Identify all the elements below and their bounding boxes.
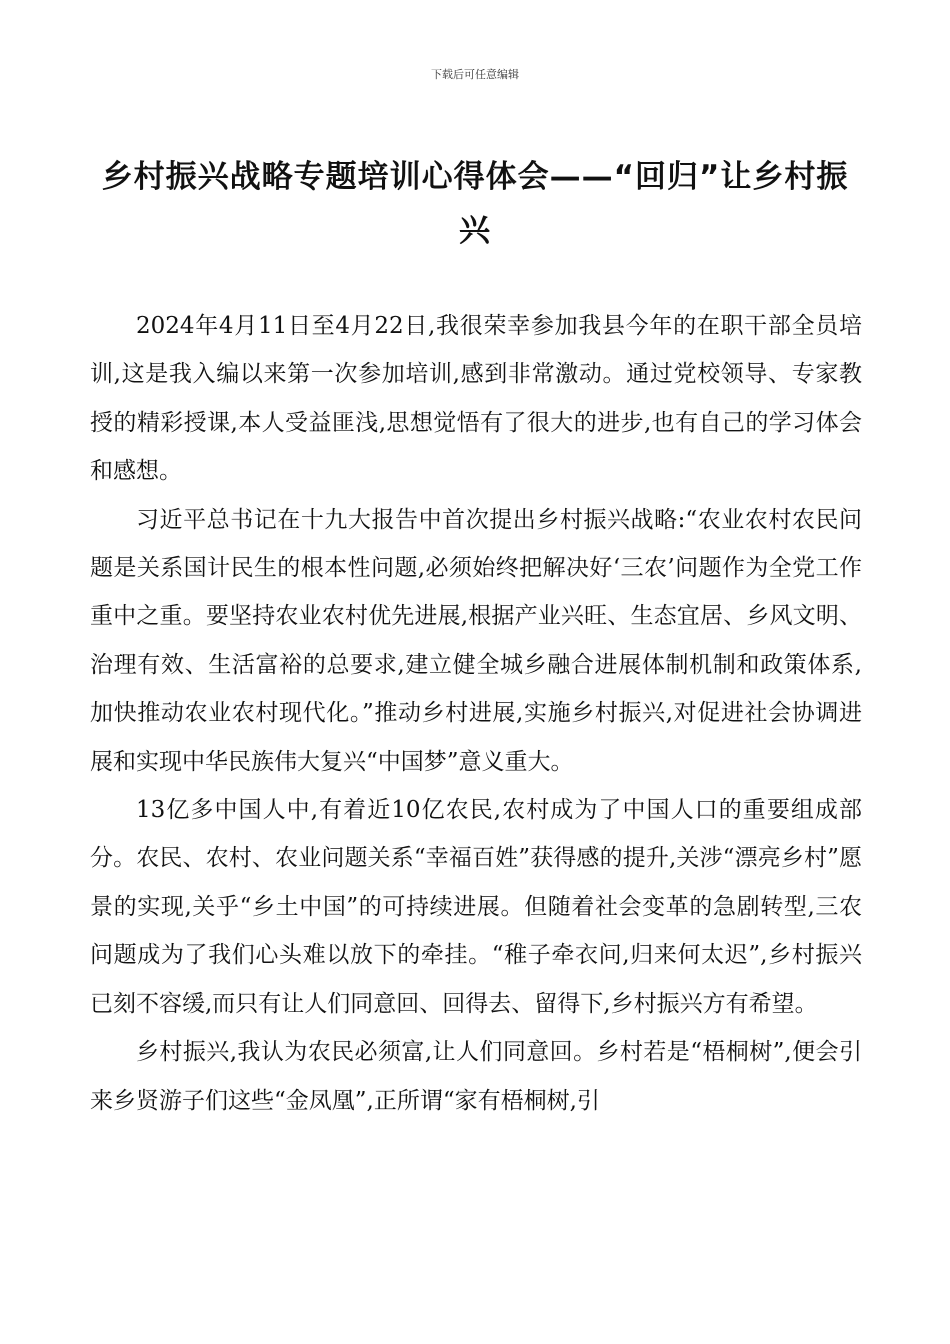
paragraph-4: 乡村振兴,我认为农民必须富,让人们同意回。乡村若是“梧桐树”,便会引来乡贤游子们这些“金凤凰”,正所谓“家有梧桐树,引 xyxy=(90,1039,862,1114)
paragraph-1: 2024年4月11日至4月22日,我很荣幸参加我县今年的在职干部全员培训,这是我入编以来第一次参加培训,感到非常激动。通过党校领导、专家教授的精彩授课,本人受益匪浅,思想觉悟有了很大的进步,也有自己的学习体会和感想。 xyxy=(90,313,862,485)
document-body xyxy=(90,302,862,1125)
document-title: 乡村振兴战略专题培训心得体会——“回归”让乡村振兴 xyxy=(101,159,849,249)
header-note: 下载后可任意编辑 xyxy=(431,68,519,81)
paragraph-2: 习近平总书记在十九大报告中首次提出乡村振兴战略:“农业农村农民问题是关系国计民生的根本性问题,必须始终把解决好‘三农’问题作为全党工作重中之重。要坚持农业农村优先进展,根据产业兴旺、生态宜居、乡风文明、治理有效、生活富裕的总要求,建立健全城乡融合进展体制机制和政策体系,加快推动农业农村现代化。”推动乡村进展,实施乡村振兴,对促进社会协调进展和实现中华民族伟大复兴“中国梦”意义重大。 xyxy=(90,506,862,775)
paragraph-3: 13亿多中国人中,有着近10亿农民,农村成为了中国人口的重要组成部分。农民、农村、农业问题关系“幸福百姓”获得感的提升,关涉“漂亮乡村”愿景的实现,关乎“乡土中国”的可持续进展。但随着社会变革的急剧转型,三农问题成为了我们心头难以放下的牵挂。“稚子牵衣问,归来何太迟”,乡村振兴已刻不容缓,而只有让人们同意回、回得去、留得下,乡村振兴方有希望。 xyxy=(90,797,862,1017)
